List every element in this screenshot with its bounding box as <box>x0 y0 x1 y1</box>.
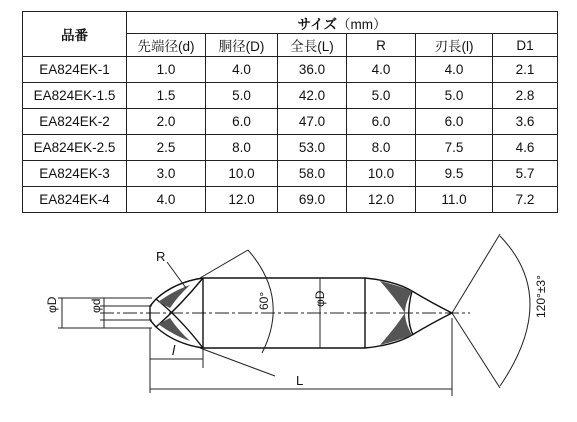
table-cell: 2.1 <box>493 57 558 83</box>
table-cell: 2.8 <box>493 83 558 109</box>
table-cell: 6.0 <box>206 109 278 135</box>
table-row <box>23 83 558 109</box>
table-cell: 5.0 <box>206 83 278 109</box>
table-cell: 7.5 <box>416 135 493 161</box>
label-phid: φd <box>89 298 103 313</box>
table-cell: 4.0 <box>206 57 278 83</box>
label-phiD-mid: φD <box>313 290 327 307</box>
table-cell: 12.0 <box>347 187 416 213</box>
table-cell: 1.0 <box>127 57 206 83</box>
label-phiD-left: φD <box>45 296 59 313</box>
table-cell: 10.0 <box>347 161 416 187</box>
table-cell: 6.0 <box>416 109 493 135</box>
table-cell: 69.0 <box>278 187 347 213</box>
label-angle-60: 60° <box>257 291 271 310</box>
size-header-label: サイズ <box>297 16 337 32</box>
center-drill-drawing <box>0 228 577 422</box>
part-number-cell: EA824EK-3 <box>23 161 127 187</box>
part-number-cell: EA824EK-1.5 <box>23 83 127 109</box>
table-row <box>23 57 558 83</box>
table-cell: 4.0 <box>416 57 493 83</box>
col-header-flute-length: 刃長(l) <box>416 34 493 57</box>
angle-120-dimension <box>452 234 530 388</box>
table-cell: 9.5 <box>416 161 493 187</box>
col-header-tip-diameter: 先端径(d) <box>127 34 206 57</box>
table-row <box>23 161 558 187</box>
table-cell: 5.7 <box>493 161 558 187</box>
table-cell: 3.0 <box>127 161 206 187</box>
table-cell: 6.0 <box>347 109 416 135</box>
table-cell: 47.0 <box>278 109 347 135</box>
part-number-cell: EA824EK-4 <box>23 187 127 213</box>
table-cell: 4.0 <box>347 57 416 83</box>
col-header-overall-length: 全長(L) <box>278 34 347 57</box>
table-cell: 1.5 <box>127 83 206 109</box>
table-cell: 36.0 <box>278 57 347 83</box>
spec-table <box>22 11 558 213</box>
label-flute-length: l <box>172 342 176 358</box>
table-cell: 7.2 <box>493 187 558 213</box>
table-cell: 12.0 <box>206 187 278 213</box>
radius-leader <box>167 262 186 288</box>
table-cell: 2.5 <box>127 135 206 161</box>
table-row <box>23 135 558 161</box>
label-radius: R <box>156 249 166 264</box>
part-number-cell: EA824EK-2 <box>23 109 127 135</box>
col-header-d1: D1 <box>493 34 558 57</box>
table-row <box>23 187 558 213</box>
table-cell: 10.0 <box>206 161 278 187</box>
table-cell: 4.6 <box>493 135 558 161</box>
table-cell: 58.0 <box>278 161 347 187</box>
table-cell: 2.0 <box>127 109 206 135</box>
label-overall-length: L <box>296 373 304 388</box>
label-angle-120: 120°±3° <box>534 275 548 318</box>
flute-shade <box>380 281 412 313</box>
part-number-cell: EA824EK-2.5 <box>23 135 127 161</box>
size-unit: （mm） <box>336 16 387 32</box>
table-cell: 8.0 <box>347 135 416 161</box>
table-cell: 4.0 <box>127 187 206 213</box>
table-cell: 8.0 <box>206 135 278 161</box>
table-cell: 5.0 <box>416 83 493 109</box>
table-cell: 3.6 <box>493 109 558 135</box>
table-cell: 11.0 <box>416 187 493 213</box>
col-header-radius: R <box>347 34 416 57</box>
col-header-body-diameter: 胴径(D) <box>206 34 278 57</box>
size-header <box>127 12 558 34</box>
part-no-header: 品番 <box>23 12 127 57</box>
table-row <box>23 109 558 135</box>
flute-shade <box>380 313 412 345</box>
table-cell: 53.0 <box>278 135 347 161</box>
table-cell: 42.0 <box>278 83 347 109</box>
table-cell: 5.0 <box>347 83 416 109</box>
part-number-cell: EA824EK-1 <box>23 57 127 83</box>
